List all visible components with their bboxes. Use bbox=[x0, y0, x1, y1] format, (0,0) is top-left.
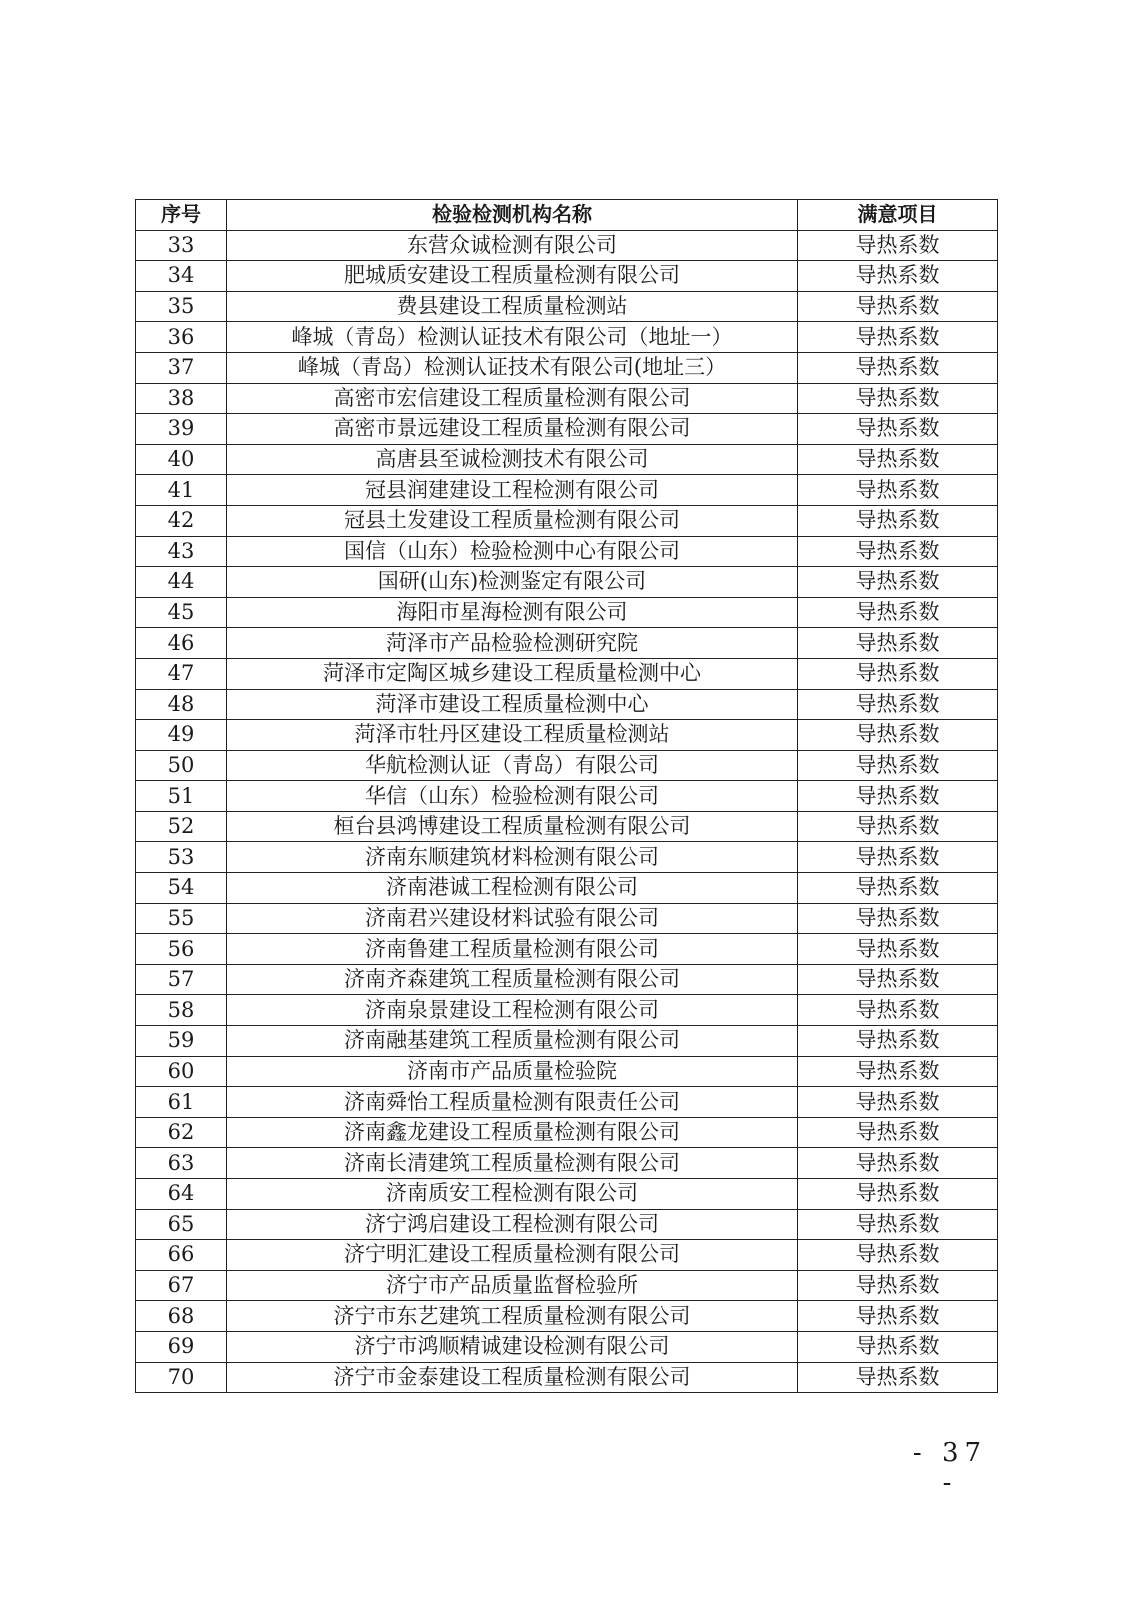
cell-name: 济南齐森建筑工程质量检测有限公司 bbox=[227, 964, 798, 995]
cell-name: 菏泽市建设工程质量检测中心 bbox=[227, 689, 798, 720]
table-row bbox=[136, 873, 998, 904]
cell-seq: 37 bbox=[136, 352, 227, 383]
cell-name: 国信（山东）检验检测中心有限公司 bbox=[227, 536, 798, 567]
cell-item: 导热系数 bbox=[798, 1179, 998, 1210]
cell-seq: 69 bbox=[136, 1331, 227, 1362]
cell-item: 导热系数 bbox=[798, 689, 998, 720]
cell-name: 菏泽市定陶区城乡建设工程质量检测中心 bbox=[227, 658, 798, 689]
cell-seq: 40 bbox=[136, 444, 227, 475]
cell-seq: 68 bbox=[136, 1301, 227, 1332]
cell-name: 济南港诚工程检测有限公司 bbox=[227, 873, 798, 904]
cell-item: 导热系数 bbox=[798, 505, 998, 536]
cell-item: 导热系数 bbox=[798, 383, 998, 414]
cell-item: 导热系数 bbox=[798, 1056, 998, 1087]
cell-item: 导热系数 bbox=[798, 352, 998, 383]
table-row bbox=[136, 414, 998, 445]
table-row bbox=[136, 1362, 998, 1393]
cell-item: 导热系数 bbox=[798, 1270, 998, 1301]
table-row bbox=[136, 628, 998, 659]
cell-name: 济南鲁建工程质量检测有限公司 bbox=[227, 934, 798, 965]
cell-name: 国研(山东)检测鉴定有限公司 bbox=[227, 567, 798, 598]
cell-seq: 50 bbox=[136, 750, 227, 781]
cell-name: 济南长清建筑工程质量检测有限公司 bbox=[227, 1148, 798, 1179]
cell-item: 导热系数 bbox=[798, 1026, 998, 1057]
cell-seq: 34 bbox=[136, 261, 227, 292]
cell-seq: 56 bbox=[136, 934, 227, 965]
cell-item: 导热系数 bbox=[798, 781, 998, 812]
cell-item: 导热系数 bbox=[798, 444, 998, 475]
cell-seq: 52 bbox=[136, 811, 227, 842]
table-row bbox=[136, 750, 998, 781]
table-row bbox=[136, 1056, 998, 1087]
cell-seq: 36 bbox=[136, 322, 227, 353]
header-seq: 序号 bbox=[136, 200, 227, 231]
cell-seq: 41 bbox=[136, 475, 227, 506]
cell-item: 导热系数 bbox=[798, 934, 998, 965]
cell-seq: 63 bbox=[136, 1148, 227, 1179]
table-header-row bbox=[136, 200, 998, 231]
cell-seq: 47 bbox=[136, 658, 227, 689]
cell-name: 济宁鸿启建设工程检测有限公司 bbox=[227, 1209, 798, 1240]
cell-name: 东营众诚检测有限公司 bbox=[227, 230, 798, 261]
table-row bbox=[136, 1270, 998, 1301]
table-row bbox=[136, 934, 998, 965]
cell-name: 济宁市产品质量监督检验所 bbox=[227, 1270, 798, 1301]
page-number: - 37 - bbox=[912, 1438, 988, 1498]
table-row bbox=[136, 1117, 998, 1148]
cell-seq: 46 bbox=[136, 628, 227, 659]
cell-seq: 53 bbox=[136, 842, 227, 873]
cell-item: 导热系数 bbox=[798, 995, 998, 1026]
cell-item: 导热系数 bbox=[798, 964, 998, 995]
cell-seq: 57 bbox=[136, 964, 227, 995]
cell-item: 导热系数 bbox=[798, 536, 998, 567]
cell-item: 导热系数 bbox=[798, 291, 998, 322]
cell-seq: 61 bbox=[136, 1087, 227, 1118]
cell-item: 导热系数 bbox=[798, 1117, 998, 1148]
cell-seq: 51 bbox=[136, 781, 227, 812]
table-row bbox=[136, 1209, 998, 1240]
table-row bbox=[136, 322, 998, 353]
cell-item: 导热系数 bbox=[798, 1240, 998, 1271]
table-row bbox=[136, 689, 998, 720]
cell-name: 冠县润建建设工程检测有限公司 bbox=[227, 475, 798, 506]
cell-name: 济南舜怡工程质量检测有限责任公司 bbox=[227, 1087, 798, 1118]
table-row bbox=[136, 230, 998, 261]
header-item: 满意项目 bbox=[798, 200, 998, 231]
cell-name: 桓台县鸿博建设工程质量检测有限公司 bbox=[227, 811, 798, 842]
cell-item: 导热系数 bbox=[798, 475, 998, 506]
cell-name: 高密市景远建设工程质量检测有限公司 bbox=[227, 414, 798, 445]
cell-item: 导热系数 bbox=[798, 720, 998, 751]
cell-name: 济南东顺建筑材料检测有限公司 bbox=[227, 842, 798, 873]
table-row bbox=[136, 1179, 998, 1210]
cell-item: 导热系数 bbox=[798, 322, 998, 353]
cell-name: 济南融基建筑工程质量检测有限公司 bbox=[227, 1026, 798, 1057]
table-row bbox=[136, 903, 998, 934]
cell-item: 导热系数 bbox=[798, 414, 998, 445]
table-row bbox=[136, 597, 998, 628]
cell-name: 济南鑫龙建设工程质量检测有限公司 bbox=[227, 1117, 798, 1148]
table-row bbox=[136, 842, 998, 873]
cell-name: 济宁市东艺建筑工程质量检测有限公司 bbox=[227, 1301, 798, 1332]
cell-seq: 33 bbox=[136, 230, 227, 261]
cell-seq: 38 bbox=[136, 383, 227, 414]
cell-item: 导热系数 bbox=[798, 842, 998, 873]
cell-name: 华航检测认证（青岛）有限公司 bbox=[227, 750, 798, 781]
cell-item: 导热系数 bbox=[798, 261, 998, 292]
cell-item: 导热系数 bbox=[798, 1148, 998, 1179]
cell-name: 济宁市鸿顺精诚建设检测有限公司 bbox=[227, 1331, 798, 1362]
table-row bbox=[136, 781, 998, 812]
table-row bbox=[136, 1301, 998, 1332]
cell-name: 海阳市星海检测有限公司 bbox=[227, 597, 798, 628]
cell-seq: 44 bbox=[136, 567, 227, 598]
cell-name: 菏泽市产品检验检测研究院 bbox=[227, 628, 798, 659]
table-row bbox=[136, 383, 998, 414]
cell-seq: 35 bbox=[136, 291, 227, 322]
cell-seq: 66 bbox=[136, 1240, 227, 1271]
cell-item: 导热系数 bbox=[798, 903, 998, 934]
cell-name: 冠县土发建设工程质量检测有限公司 bbox=[227, 505, 798, 536]
table-row bbox=[136, 352, 998, 383]
cell-name: 肥城质安建设工程质量检测有限公司 bbox=[227, 261, 798, 292]
cell-seq: 39 bbox=[136, 414, 227, 445]
cell-seq: 62 bbox=[136, 1117, 227, 1148]
cell-item: 导热系数 bbox=[798, 1087, 998, 1118]
table-row bbox=[136, 505, 998, 536]
cell-name: 峰城（青岛）检测认证技术有限公司（地址一） bbox=[227, 322, 798, 353]
cell-item: 导热系数 bbox=[798, 1301, 998, 1332]
cell-seq: 64 bbox=[136, 1179, 227, 1210]
cell-seq: 58 bbox=[136, 995, 227, 1026]
table-row bbox=[136, 567, 998, 598]
cell-name: 费县建设工程质量检测站 bbox=[227, 291, 798, 322]
cell-seq: 70 bbox=[136, 1362, 227, 1393]
cell-item: 导热系数 bbox=[798, 1362, 998, 1393]
cell-name: 高唐县至诚检测技术有限公司 bbox=[227, 444, 798, 475]
cell-seq: 59 bbox=[136, 1026, 227, 1057]
cell-seq: 55 bbox=[136, 903, 227, 934]
cell-name: 华信（山东）检验检测有限公司 bbox=[227, 781, 798, 812]
table-row bbox=[136, 1240, 998, 1271]
cell-name: 济宁市金泰建设工程质量检测有限公司 bbox=[227, 1362, 798, 1393]
cell-item: 导热系数 bbox=[798, 873, 998, 904]
header-name: 检验检测机构名称 bbox=[227, 200, 798, 231]
cell-item: 导热系数 bbox=[798, 811, 998, 842]
table-row bbox=[136, 964, 998, 995]
table-row bbox=[136, 291, 998, 322]
cell-item: 导热系数 bbox=[798, 750, 998, 781]
cell-name: 济南君兴建设材料试验有限公司 bbox=[227, 903, 798, 934]
cell-seq: 65 bbox=[136, 1209, 227, 1240]
cell-item: 导热系数 bbox=[798, 628, 998, 659]
cell-seq: 60 bbox=[136, 1056, 227, 1087]
cell-name: 济宁明汇建设工程质量检测有限公司 bbox=[227, 1240, 798, 1271]
cell-seq: 54 bbox=[136, 873, 227, 904]
cell-name: 峰城（青岛）检测认证技术有限公司(地址三） bbox=[227, 352, 798, 383]
results-table bbox=[135, 199, 998, 1393]
cell-name: 济南质安工程检测有限公司 bbox=[227, 1179, 798, 1210]
cell-seq: 49 bbox=[136, 720, 227, 751]
table-row bbox=[136, 1087, 998, 1118]
cell-seq: 45 bbox=[136, 597, 227, 628]
table-row bbox=[136, 261, 998, 292]
cell-name: 济南泉景建设工程检测有限公司 bbox=[227, 995, 798, 1026]
table-row bbox=[136, 811, 998, 842]
cell-item: 导热系数 bbox=[798, 1331, 998, 1362]
cell-name: 济南市产品质量检验院 bbox=[227, 1056, 798, 1087]
table-row bbox=[136, 720, 998, 751]
table-row bbox=[136, 475, 998, 506]
cell-seq: 67 bbox=[136, 1270, 227, 1301]
cell-seq: 42 bbox=[136, 505, 227, 536]
cell-item: 导热系数 bbox=[798, 597, 998, 628]
table-row bbox=[136, 1026, 998, 1057]
cell-item: 导热系数 bbox=[798, 658, 998, 689]
table-row bbox=[136, 444, 998, 475]
table-row bbox=[136, 995, 998, 1026]
table-row bbox=[136, 536, 998, 567]
cell-item: 导热系数 bbox=[798, 230, 998, 261]
cell-item: 导热系数 bbox=[798, 1209, 998, 1240]
cell-name: 高密市宏信建设工程质量检测有限公司 bbox=[227, 383, 798, 414]
cell-name: 菏泽市牡丹区建设工程质量检测站 bbox=[227, 720, 798, 751]
cell-seq: 43 bbox=[136, 536, 227, 567]
cell-item: 导热系数 bbox=[798, 567, 998, 598]
cell-seq: 48 bbox=[136, 689, 227, 720]
table-row bbox=[136, 1148, 998, 1179]
table-row bbox=[136, 1331, 998, 1362]
table-body bbox=[136, 230, 998, 1393]
table-row bbox=[136, 658, 998, 689]
